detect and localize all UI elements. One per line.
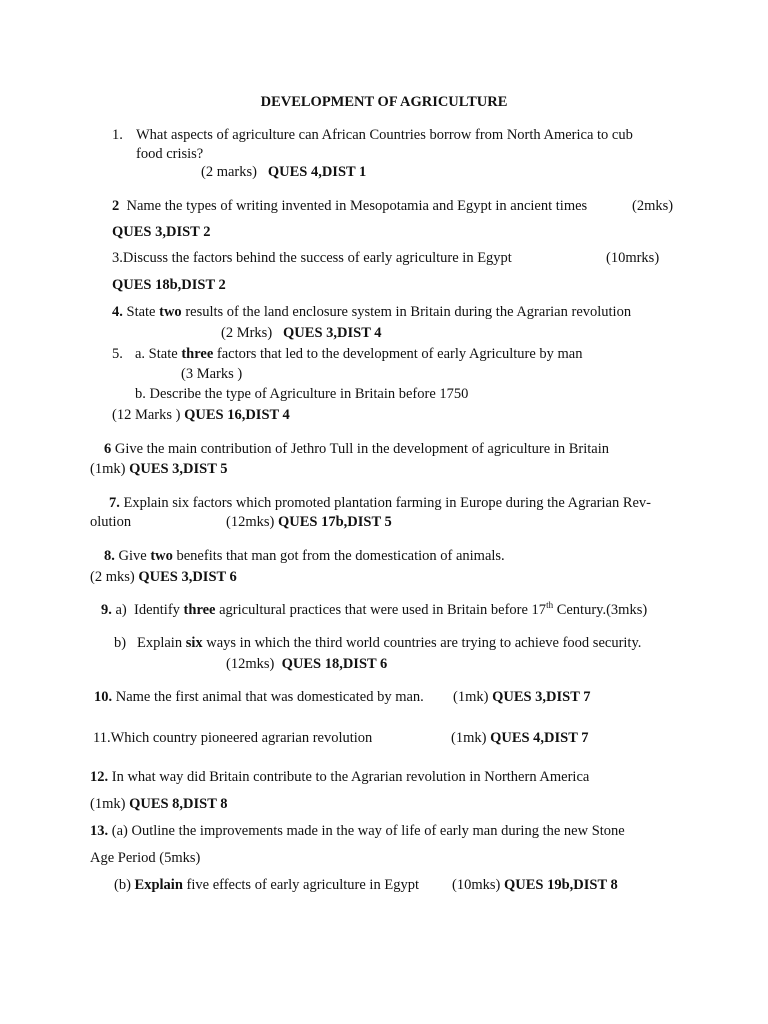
question-3: 3.Discuss the factors behind the success of early agriculture in Egypt: [112, 250, 512, 266]
question-1-number: 1.: [112, 127, 123, 143]
question-5b: b. Describe the type of Agriculture in Britain before 1750: [135, 386, 469, 402]
question-8-ref: QUES 3,DIST 6: [138, 569, 237, 585]
question-8-marks: (2 mks) QUES 3,DIST 6: [90, 569, 237, 585]
question-13-ref: QUES 19b,DIST 8: [503, 877, 618, 893]
question-12-marks: (1mk) QUES 8,DIST 8: [90, 796, 228, 812]
question-13b: (b) Explain five effects of early agriculture in Egypt: [114, 877, 419, 893]
question-5-number: 5.: [112, 346, 123, 362]
question-2: 2 Name the types of writing invented in Mesopotamia and Egypt in ancient times: [112, 198, 588, 214]
question-8: 8. Give two benefits that man got from the domestication of animals.: [104, 548, 505, 564]
question-5-marks: (12 Marks ) QUES 16,DIST 4: [112, 407, 290, 423]
question-10-marks: (1mk) QUES 3,DIST 7: [453, 689, 591, 705]
question-9a: 9. a) Identify three agricultural practices that were used in Britain before 17th Century.(3mks): [101, 600, 648, 618]
question-1-text: What aspects of agriculture can African Countries borrow from North America to cub: [136, 127, 633, 143]
question-2-marks: (2mks): [632, 198, 674, 214]
question-4-ref: QUES 3,DIST 4: [283, 325, 382, 341]
question-11: 11.Which country pioneered agrarian revolution: [93, 730, 373, 746]
question-6: 6 Give the main contribution of Jethro Tull in the development of agriculture in Britain: [104, 441, 609, 457]
question-10: 10. Name the first animal that was domesticated by man.: [94, 689, 424, 705]
question-3-marks: (10mrks): [606, 250, 660, 266]
question-1-marks: (2 marks) QUES 4,DIST 1: [201, 164, 367, 180]
question-12: 12. In what way did Britain contribute to the Agrarian revolution in Northern America: [90, 769, 590, 785]
question-9b: b) Explain six ways in which the third world countries are trying to achieve food security.: [114, 635, 642, 651]
question-5-ref: QUES 16,DIST 4: [184, 407, 290, 423]
question-3-ref: QUES 18b,DIST 2: [112, 277, 226, 293]
question-7-ref: QUES 17b,DIST 5: [277, 514, 392, 530]
question-7-text-cont: olution: [90, 514, 132, 530]
question-6-marks: (1mk) QUES 3,DIST 5: [90, 461, 228, 477]
question-1-ref: QUES 4,DIST 1: [267, 164, 367, 180]
question-2-ref: QUES 3,DIST 2: [112, 224, 211, 240]
question-1-text-cont: food crisis?: [136, 146, 204, 162]
question-13a: 13. (a) Outline the improvements made in the way of life of early man during the new Stone: [90, 823, 625, 839]
question-7-marks: (12mks) QUES 17b,DIST 5: [226, 514, 392, 530]
question-11-ref: QUES 4,DIST 7: [490, 730, 589, 746]
question-13a-cont: Age Period (5mks): [90, 850, 201, 866]
question-4: 4. State two results of the land enclosure system in Britain during the Agrarian revolution: [112, 304, 632, 320]
question-11-marks: (1mk) QUES 4,DIST 7: [451, 730, 589, 746]
question-9-ref: QUES 18,DIST 6: [281, 656, 388, 672]
question-13-marks: (10mks) QUES 19b,DIST 8: [452, 877, 618, 893]
question-5a: a. State three factors that led to the development of early Agriculture by man: [135, 346, 583, 362]
question-7: 7. Explain six factors which promoted plantation farming in Europe during the Agrarian Rev-: [109, 495, 652, 511]
page-title: DEVELOPMENT OF AGRICULTURE: [260, 94, 508, 110]
question-12-ref: QUES 8,DIST 8: [129, 796, 228, 812]
question-4-marks: (2 Mrks) QUES 3,DIST 4: [221, 325, 382, 341]
question-10-ref: QUES 3,DIST 7: [492, 689, 591, 705]
question-6-ref: QUES 3,DIST 5: [129, 461, 228, 477]
question-9-marks: (12mks) QUES 18,DIST 6: [226, 656, 388, 672]
question-5a-marks: (3 Marks ): [181, 366, 243, 382]
